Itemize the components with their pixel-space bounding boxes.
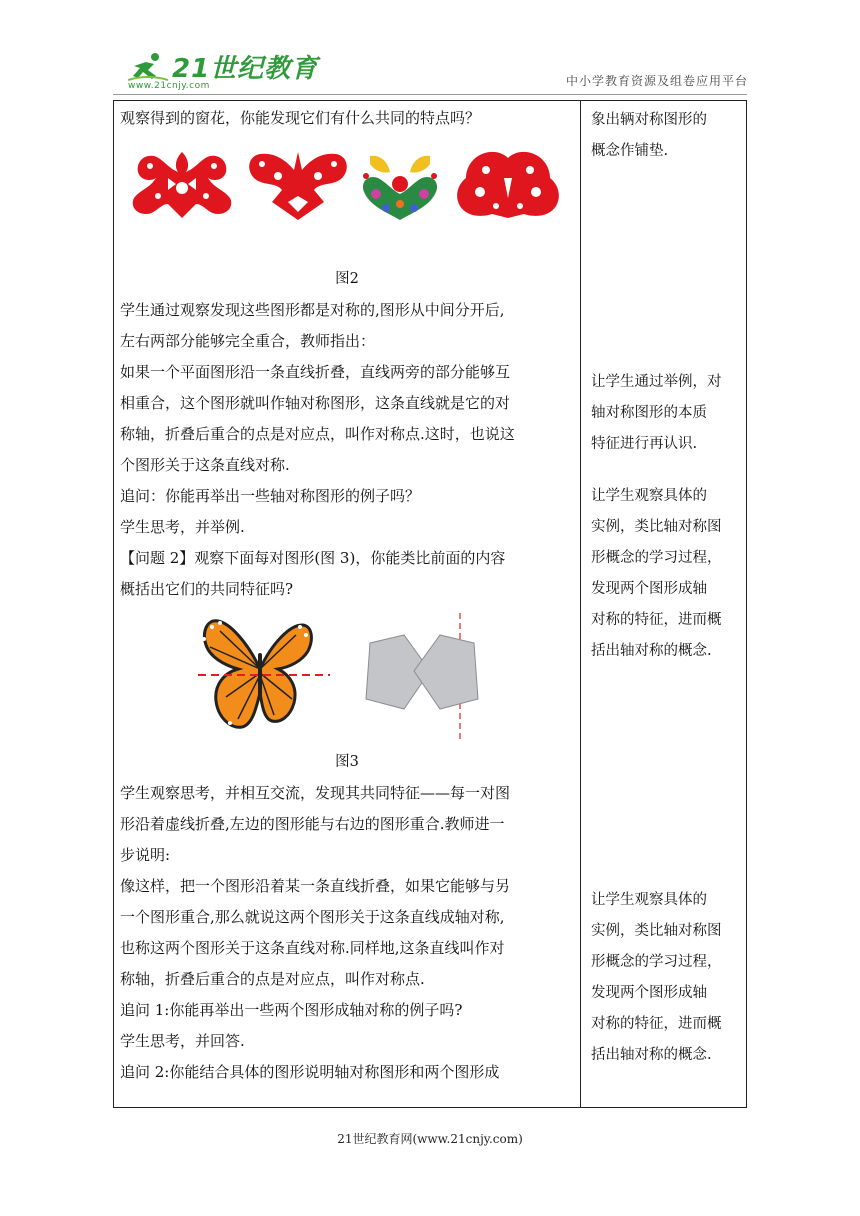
text-line: 发现两个图形成轴 <box>591 581 707 597</box>
followup-question: 追问 2:你能结合具体的图形说明轴对称图形和两个图形成 <box>120 1063 500 1081</box>
text-line: 一个图形重合,那么就说这两个图形关于这条直线成轴对称, <box>120 908 505 926</box>
header-tagline: 中小学教育资源及组卷应用平台 <box>565 74 748 88</box>
runner-logo-icon <box>128 52 168 82</box>
discussion-paragraph <box>120 778 574 871</box>
logo-url: www.21cnjy.com <box>128 81 210 91</box>
text-line: 也称这两个图形关于这条直线对称.同样地,这条直线叫作对 <box>120 939 505 957</box>
header-divider <box>113 94 747 95</box>
page-footer: 21世纪教育网(www.21cnjy.com) <box>337 1132 523 1146</box>
text-line: 称轴，折叠后重合的点是对应点，叫作对称点.这时，也说这 <box>120 425 515 443</box>
text-line: 让学生通过举例，对 <box>591 374 722 390</box>
brand-logo <box>128 52 318 82</box>
text-line: 让学生观察具体的 <box>591 892 707 908</box>
text-line: 【问题 2】观察下面每对图形(图 3)，你能类比前面的内容 <box>120 549 506 567</box>
text-line: 形概念的学习过程， <box>591 550 722 566</box>
side-note-3 <box>591 481 722 667</box>
text-line: 特征进行再认识. <box>591 436 698 452</box>
text-line: 让学生观察具体的 <box>591 488 707 504</box>
text-line: 对称的特征，进而概 <box>591 1016 722 1032</box>
text-line: 相重合，这个图形就叫作轴对称图形，这条直线就是它的对 <box>120 394 511 412</box>
text-line: 个图形关于这条直线对称. <box>120 456 290 474</box>
text-line: 学生观察思考，并相互交流，发现其共同特征——每一对图 <box>120 784 511 802</box>
text-line: 括出轴对称的概念. <box>591 643 712 659</box>
papercut-images <box>120 134 574 208</box>
papercut-lions-image <box>452 148 564 220</box>
papercut-birds-image <box>244 146 352 222</box>
page-header <box>0 0 860 100</box>
text-line: 概念作铺垫. <box>591 143 669 159</box>
observation-paragraph <box>120 295 574 357</box>
intro-question: 观察得到的窗花，你能发现它们有什么共同的特点吗？ <box>120 109 481 127</box>
text-line: 象出辆对称图形的 <box>591 112 707 128</box>
teaching-process-column <box>114 101 580 1088</box>
logo-text: 21世纪教育 <box>172 54 319 84</box>
text-line: 形沿着虚线折叠,左边的图形能与右边的图形重合.教师进一 <box>120 815 505 833</box>
text-line: 步说明: <box>120 846 171 864</box>
text-line: 形概念的学习过程， <box>591 954 722 970</box>
text-line: 学生通过观察发现这些图形都是对称的,图形从中间分开后, <box>120 301 505 319</box>
text-line: 发现两个图形成轴 <box>591 985 707 1001</box>
side-note-4 <box>591 885 722 1071</box>
side-note-2 <box>591 367 722 460</box>
column-divider <box>580 101 581 1107</box>
pair-symmetry-definition <box>120 871 574 995</box>
text-line: 像这样，把一个图形沿着某一条直线折叠，如果它能够与另 <box>120 877 511 895</box>
lesson-table <box>113 100 747 1108</box>
text-line: 如果一个平面图形沿一条直线折叠，直线两旁的部分能够互 <box>120 363 511 381</box>
student-response: 学生思考，并回答. <box>120 1032 245 1050</box>
axis-symmetry-definition <box>120 357 574 481</box>
text-line: 括出轴对称的概念. <box>591 1047 712 1063</box>
student-response: 学生思考，并举例. <box>120 518 245 536</box>
text-line: 对称的特征，进而概 <box>591 612 722 628</box>
followup-question: 追问 1:你能再举出一些两个图形成轴对称的例子吗? <box>120 1001 463 1019</box>
papercut-dragon-image <box>128 148 236 220</box>
text-line: 称轴，折叠后重合的点是对应点，叫作对称点. <box>120 970 425 988</box>
figure-3 <box>120 605 574 747</box>
text-line: 实例，类比轴对称图 <box>591 923 722 939</box>
figure-3-graphic <box>190 613 490 741</box>
text-line: 概括出它们的共同特征吗? <box>120 580 294 598</box>
question-2 <box>120 543 574 605</box>
fig2-caption: 图2 <box>335 271 359 287</box>
followup-question: 追问：你能再举出一些轴对称图形的例子吗？ <box>120 487 421 505</box>
right-pentagon <box>414 635 478 709</box>
text-line: 实例，类比轴对称图 <box>591 519 722 535</box>
fig3-caption: 图3 <box>335 754 359 770</box>
side-note-1 <box>591 105 707 167</box>
text-line: 左右两部分能够完全重合，教师指出： <box>120 332 376 350</box>
papercut-colored-birds-image <box>356 146 444 224</box>
text-line: 轴对称图形的本质 <box>591 405 707 421</box>
